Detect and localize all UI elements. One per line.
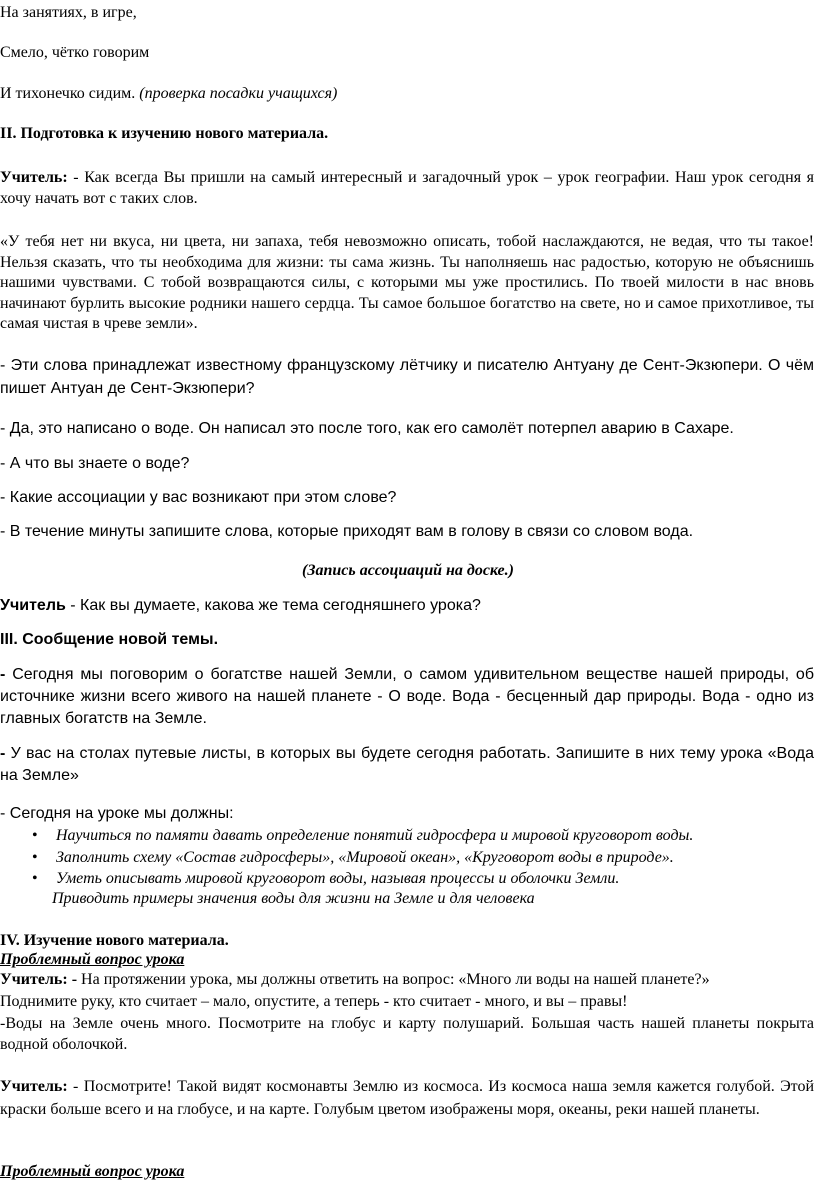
new-topic-text: Сегодня мы поговорим о богатстве нашей Земли, о самом удивительном веществе нашей природы, об источнике жизни всего живого на нашей планете - О воде. Вода - бесценный дар природы. Вода - одно из главных богатств на Земле.: [0, 666, 814, 727]
board-note: (Запись ассоциаций на доске.): [302, 562, 514, 579]
answer-water: - Да, это написано о воде. Он написал это после того, как его самолёт потерпел аварию в Сахаре.: [0, 420, 734, 437]
teacher-question-line: [0, 970, 816, 989]
route-sheet-text: У вас на столах путевые листы, в которых вы будете сегодня работать. Запишите в них тему урока «Вода на Земле»: [0, 745, 814, 784]
poem-line-3-text: И тихонечко сидим.: [0, 85, 140, 102]
goal-item: [32, 869, 619, 888]
goal-text-3: Уметь описывать мировой круговорот воды, называя процессы и оболочки Земли.: [56, 870, 620, 887]
goal-item: [32, 848, 674, 867]
theme-question: [0, 596, 816, 615]
globe-paragraph: -Воды на Земле очень много. Посмотрите на глобус и карту полушарий. Большая часть нашей планеты покрыта водной оболочкой.: [0, 1015, 814, 1053]
bullet-icon: •: [32, 849, 38, 866]
posture-check-note: (проверка посадки учащихся): [139, 85, 338, 102]
section-2-heading: II. Подготовка к изучению нового материала.: [0, 125, 329, 142]
section-4-heading: IV. Изучение нового материала.: [0, 932, 229, 949]
bullet-icon: •: [32, 870, 38, 887]
poem-line-2: Смело, чётко говорим: [0, 44, 150, 61]
poem-line-1: На занятиях, в игре,: [0, 4, 137, 21]
exupery-quote: «У тебя нет ни вкуса, ни цвета, ни запаха, тебя невозможно описать, тобой наслаждаются, не ведая, что ты такое! Нельзя сказать, что ты необходима для жизни: ты сама жизнь. Ты наполняешь нас радостью, которую не объяснишь нашими чувствами. С тобой возвращаются силы, с которыми мы уже простились. По твоей милости в нас вновь начинают бурлить высокие родники нашего сердца. Ты самое большое богатство на свете, но и самое прихотливое, ты самая чистая в чреве земли».: [0, 233, 814, 332]
goal-item: [32, 826, 693, 845]
goal-extra: Приводить примеры значения воды для жизни на Земле и для человека: [52, 890, 535, 907]
route-sheet-paragraph: [0, 743, 814, 787]
bullet-icon: •: [32, 827, 38, 844]
dash-1: -: [0, 666, 6, 683]
problem-question-label: Проблемный вопрос урока: [0, 951, 185, 968]
teacher-intro-paragraph: [0, 168, 814, 209]
section-3-heading: III. Сообщение новой темы.: [0, 631, 219, 648]
space-view-text: - Посмотрите! Такой видят космонавты Землю из космоса. Из космоса наша земля кажется голубой. Этой краски больше всего и на глобусе, и на карте. Голубым цветом изображены моря, океаны, реки нашей планеты.: [0, 1078, 814, 1118]
goal-text-1: Научиться по памяти давать определение понятий гидросфера и мировой круговорот воды.: [56, 827, 694, 844]
question-associations: - Какие ассоциации у вас возникают при этом слове?: [0, 489, 397, 506]
new-topic-paragraph: [0, 664, 814, 730]
poem-line-3: [0, 84, 816, 103]
teacher-question-text: На протяжении урока, мы должны ответить на вопрос: «Много ли воды на нашей планете?»: [77, 971, 710, 988]
teacher-label-3: Учитель: -: [0, 971, 78, 988]
dash-2: -: [0, 745, 6, 762]
task-one-minute: - В течение минуты запишите слова, которые приходят вам в голову в связи со словом вода.: [0, 523, 694, 540]
theme-question-text: - Как вы думаете, какова же тема сегодняшнего урока?: [65, 597, 481, 614]
teacher-label-2: Учитель: [0, 597, 66, 614]
question-water-knowledge: - А что вы знаете о воде?: [0, 455, 190, 472]
teacher-label: Учитель:: [0, 169, 68, 186]
problem-question-label-2: Проблемный вопрос урока: [0, 1163, 185, 1180]
author-question: - Эти слова принадлежат известному французскому лётчику и писателю Антуану де Сент-Экзюпери. О чём пишет Антуан де Сент-Экзюпери?: [0, 357, 814, 397]
teacher-intro-text: - Как всегда Вы пришли на самый интересный и загадочный урок – урок географии. Наш урок сегодня я хочу начать вот с таких слов.: [0, 169, 814, 207]
teacher-label-4: Учитель:: [0, 1078, 68, 1095]
goals-intro: - Сегодня на уроке мы должны:: [0, 805, 234, 822]
raise-hands-line: Поднимите руку, кто считает – мало, опустите, а теперь - кто считает - много, и вы – правы!: [0, 993, 628, 1010]
space-view-paragraph: [0, 1075, 814, 1121]
goal-text-2: Заполнить схему «Состав гидросферы», «Мировой океан», «Круговорот воды в природе».: [56, 849, 674, 866]
